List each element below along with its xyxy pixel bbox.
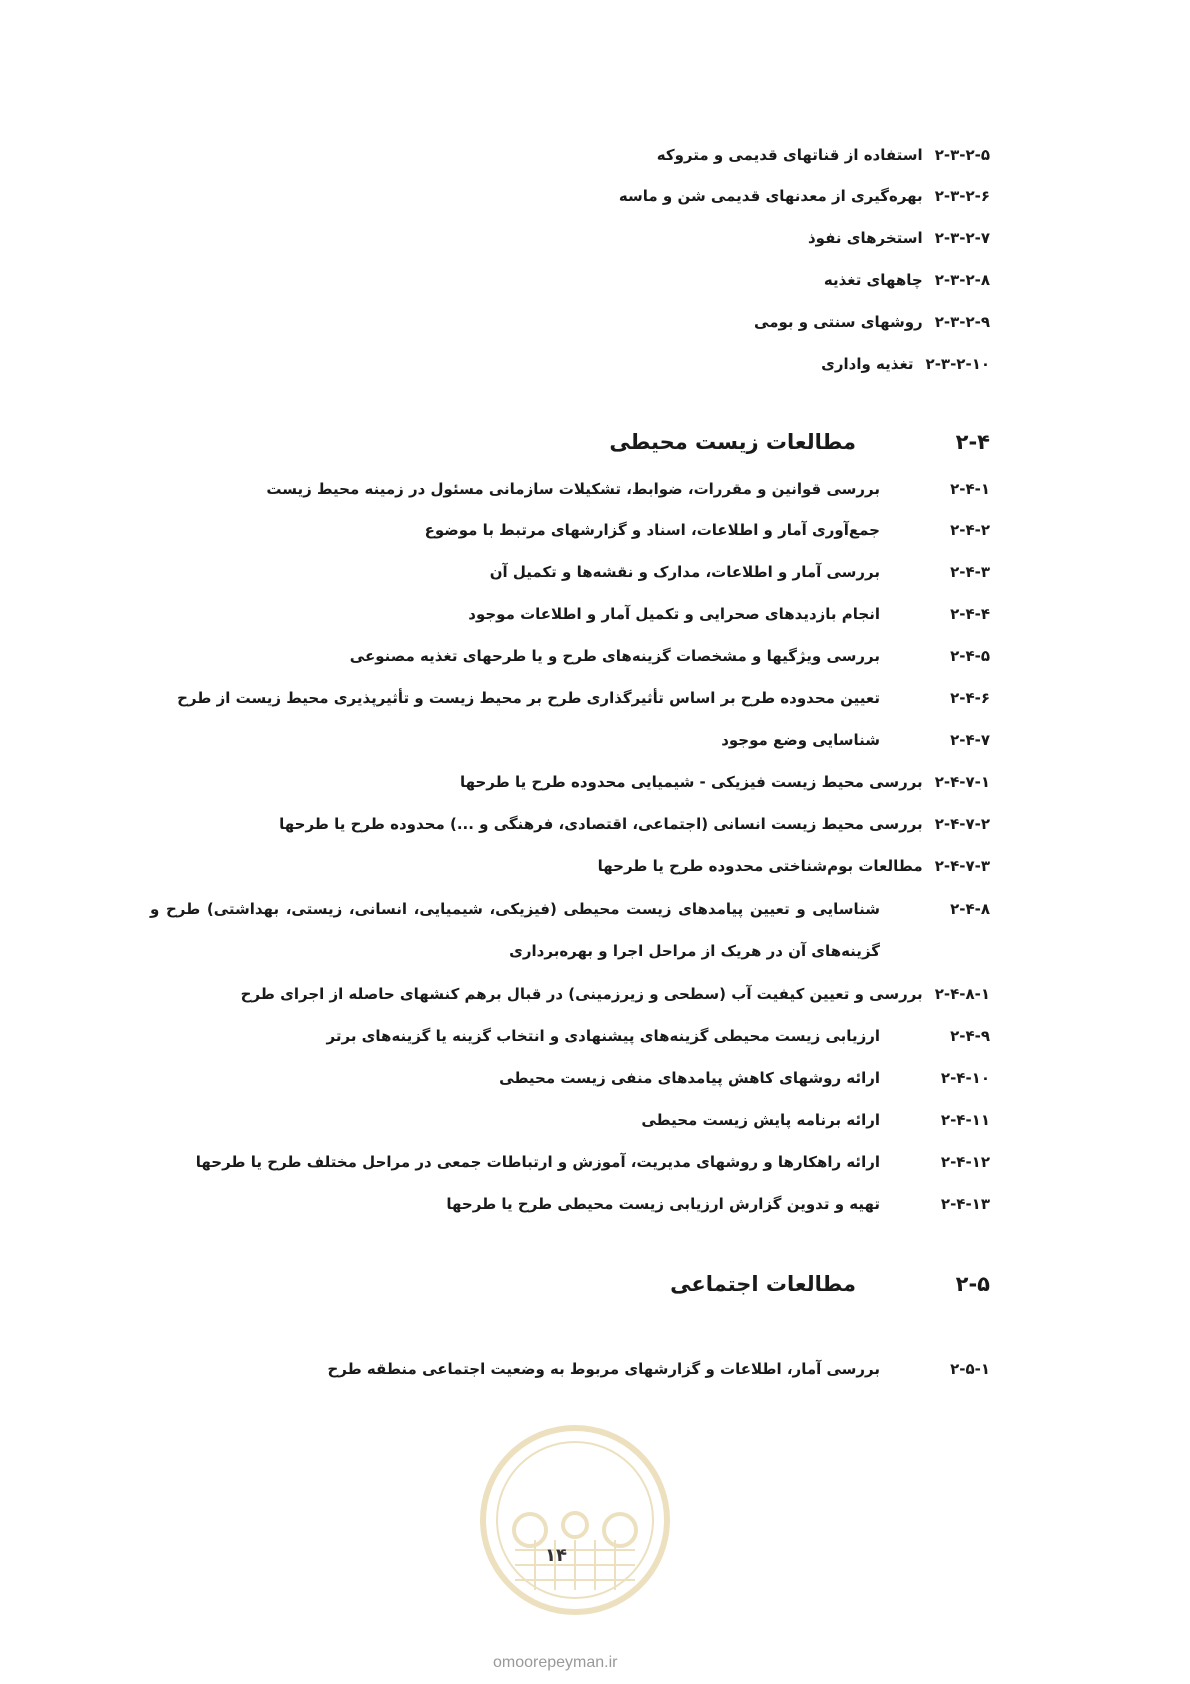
section-number: ۲-۴: [955, 430, 990, 454]
list-item: [350, 647, 990, 665]
section-heading: [609, 430, 990, 454]
item-text: انجام بازدیدهای صحرایی و تکمیل آمار و اطلاعات موجود: [468, 605, 880, 623]
section-title: مطالعات اجتماعی: [670, 1272, 856, 1296]
list-item: [821, 355, 990, 373]
section-number: ۲-۵: [955, 1272, 990, 1296]
item-text: تغذیه واداری: [821, 355, 914, 373]
item-number: ۲-۴-۵: [950, 647, 990, 665]
item-number: ۲-۴-۱۲: [940, 1153, 990, 1171]
list-item: [490, 563, 990, 581]
list-item: [327, 1360, 990, 1378]
list-item: [177, 689, 990, 707]
item-text: تعیین محدوده طرح بر اساس تأثیرگذاری طرح بر محیط زیست و تأثیرپذیری محیط زیست از طرح: [177, 689, 880, 707]
item-text: تهیه و تدوین گزارش ارزیابی زیست محیطی طرح یا طرحها: [446, 1195, 880, 1213]
list-item: [598, 857, 990, 875]
item-number: ۲-۳-۲-۱۰: [925, 355, 990, 373]
item-text: ارائه راهکارها و روشهای مدیریت، آموزش و ارتباطات جمعی در مراحل مختلف طرح یا طرحها: [195, 1153, 880, 1171]
item-number: ۲-۴-۲: [950, 521, 990, 539]
item-number: ۲-۴-۱۰: [940, 1069, 990, 1087]
item-number: ۲-۴-۷-۱: [934, 773, 990, 791]
item-number: ۲-۴-۴: [950, 605, 990, 623]
item-text: چاههای تغذیه: [823, 271, 923, 289]
list-item: [150, 888, 990, 972]
item-text: ارائه روشهای کاهش پیامدهای منفی زیست محیطی: [499, 1069, 880, 1087]
item-number: ۲-۴-۹: [950, 1027, 990, 1045]
list-item: [824, 271, 990, 289]
item-text: مطالعات بوم‌شناختی محدوده طرح یا طرحها: [597, 857, 923, 875]
item-text: بررسی قوانین و مقررات، ضوابط، تشکیلات سازمانی مسئول در زمینه محیط زیست: [266, 480, 880, 498]
item-text: ارزیابی زیست محیطی گزینه‌های پیشنهادی و انتخاب گزینه یا گزینه‌های برتر: [326, 1027, 880, 1045]
list-item: [460, 773, 990, 791]
list-item: [468, 605, 990, 623]
item-number: ۲-۴-۱۳: [940, 1195, 990, 1213]
item-number: ۲-۴-۱: [950, 480, 990, 498]
item-text: بهره‌گیری از معدنهای قدیمی شن و ماسه: [618, 187, 923, 205]
item-text: بررسی و تعیین کیفیت آب (سطحی و زیرزمینی) در قبال برهم کنشهای حاصله از اجرای طرح: [240, 985, 923, 1003]
list-item: [499, 1069, 990, 1087]
item-text: شناسایی و تعیین پیامدهای زیست محیطی (فیزیکی، شیمیایی، انسانی، زیستی، بهداشتی) طرح و گزینه‌های آن در هریک از مراحل اجرا و بهره‌برداری: [150, 900, 880, 960]
item-text: ارائه برنامه پایش زیست محیطی: [641, 1111, 880, 1129]
item-number: ۲-۴-۷-۳: [934, 857, 990, 875]
item-text: بررسی ویژگیها و مشخصات گزینه‌های طرح و یا طرحهای تغذیه مصنوعی: [349, 647, 880, 665]
item-number: ۲-۳-۲-۸: [934, 271, 990, 289]
item-text: شناسایی وضع موجود: [721, 731, 880, 749]
stamp-icon: [475, 1420, 675, 1620]
list-item: [266, 480, 990, 498]
item-number: ۲-۴-۷: [950, 731, 990, 749]
item-number: ۲-۳-۲-۵: [934, 146, 990, 164]
item-number: ۲-۴-۸: [950, 900, 990, 918]
list-item: [446, 1195, 990, 1213]
list-item: [241, 985, 990, 1003]
item-number: ۲-۳-۲-۷: [934, 229, 990, 247]
item-number: ۲-۴-۶: [950, 689, 990, 707]
section-title: مطالعات زیست محیطی: [609, 430, 856, 454]
item-text: جمع‌آوری آمار و اطلاعات، اسناد و گزارشهای مرتبط با موضوع: [424, 521, 880, 539]
item-text: بررسی محیط زیست انسانی (اجتماعی، اقتصادی، فرهنگی و ...) محدوده طرح یا طرحها: [279, 815, 923, 833]
item-text: روشهای سنتی و بومی: [754, 313, 923, 331]
watermark-site: omoorepeyman.ir: [493, 1654, 618, 1671]
item-number: ۲-۳-۲-۹: [934, 313, 990, 331]
list-item: [641, 1111, 990, 1129]
list-item: [657, 146, 990, 164]
item-text: بررسی آمار و اطلاعات، مدارک و نقشه‌ها و تکمیل آن: [489, 563, 880, 581]
list-item: [196, 1153, 990, 1171]
item-number: ۲-۴-۷-۲: [934, 815, 990, 833]
item-text: بررسی محیط زیست فیزیکی - شیمیایی محدوده طرح یا طرحها: [459, 773, 923, 791]
item-text: استفاده از قناتهای قدیمی و متروکه: [656, 146, 923, 164]
list-item: [279, 815, 990, 833]
item-text: بررسی آمار، اطلاعات و گزارشهای مربوط به وضعیت اجتماعی منطقه طرح: [327, 1360, 880, 1378]
item-number: ۲-۴-۳: [950, 563, 990, 581]
item-text: استخرهای نفوذ: [807, 229, 923, 247]
list-item: [808, 229, 990, 247]
list-item: [721, 731, 990, 749]
item-number: ۲-۴-۸-۱: [934, 985, 990, 1003]
page-number: ۱۴: [545, 1545, 567, 1566]
item-number: ۲-۵-۱: [950, 1360, 990, 1378]
item-number: ۲-۳-۲-۶: [934, 187, 990, 205]
list-item: [619, 187, 990, 205]
list-item: [754, 313, 990, 331]
section-heading: [670, 1272, 990, 1296]
list-item: [327, 1027, 990, 1045]
list-item: [425, 521, 990, 539]
item-number: ۲-۴-۱۱: [940, 1111, 990, 1129]
